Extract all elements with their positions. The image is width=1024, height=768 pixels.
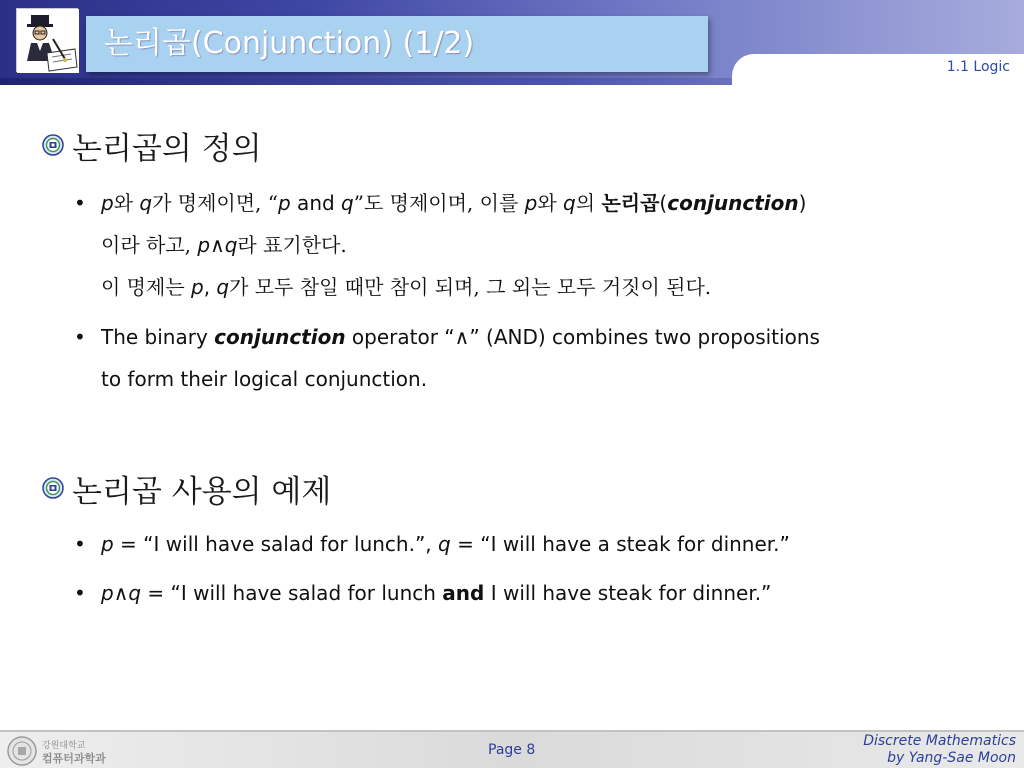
var-q: q	[224, 233, 238, 257]
text-span: ”도 명제이며, 이를	[353, 191, 525, 215]
term-conjunction-en: conjunction	[214, 325, 346, 349]
heading-text: 논리곱의 정의	[72, 130, 262, 167]
bullet-line	[101, 182, 806, 224]
bullet-dot: •	[74, 325, 86, 349]
university-emblem-icon	[42, 477, 64, 499]
var-p: p	[278, 191, 291, 215]
bullet-body	[101, 316, 820, 400]
logo-text-line2: 컴퓨터과학과	[42, 752, 106, 765]
text-span: I will have steak for dinner.”	[484, 581, 772, 605]
var-q: q	[128, 581, 142, 605]
text-span: 와	[113, 191, 140, 215]
text-span: ” (AND) combines two propositions	[469, 325, 820, 349]
var-q: q	[438, 532, 451, 556]
title-box	[86, 16, 708, 72]
text-span: 이라 하고,	[101, 233, 198, 257]
slide-footer	[0, 730, 1024, 768]
professor-writing-icon	[16, 8, 78, 72]
bullet-example-conjunction	[74, 572, 994, 614]
text-span: to form their logical conjunction.	[101, 367, 428, 391]
bullet-example-pq	[74, 523, 994, 565]
course-credit-title: Discrete Mathematics	[863, 733, 1016, 749]
text-span: 라 표기한다.	[237, 233, 347, 257]
bullet-definition-en	[74, 316, 994, 400]
bullet-definition-ko	[74, 182, 994, 308]
page-number: Page 8	[488, 742, 536, 758]
logo-text-line1: 강원대학교	[42, 741, 86, 751]
var-p: p	[101, 532, 114, 556]
course-credit-author: by Yang-Sae Moon	[887, 750, 1016, 766]
bullet-line	[101, 358, 820, 400]
var-q: q	[563, 191, 576, 215]
text-span: and	[290, 191, 342, 215]
text-span: 와	[537, 191, 564, 215]
university-seal-icon	[4, 734, 128, 768]
section-tab	[732, 54, 1024, 85]
text-span: )	[798, 191, 807, 215]
var-q: q	[341, 191, 354, 215]
var-q: q	[216, 275, 230, 299]
text-span: 가 명제이면, “	[152, 191, 278, 215]
bullet-line	[101, 316, 820, 358]
bullet-line	[101, 572, 771, 614]
var-p: p	[101, 581, 114, 605]
bullet-line	[101, 224, 806, 266]
text-span: = “I will have salad for lunch	[141, 581, 443, 605]
bullet-body	[101, 523, 790, 565]
text-span: operator “	[345, 325, 455, 349]
bullet-line	[101, 523, 790, 565]
bullet-dot: •	[74, 191, 86, 215]
and-symbol: ∧	[113, 581, 129, 605]
text-span: ,	[203, 275, 217, 299]
and-symbol: ∧	[454, 325, 470, 349]
var-p: p	[524, 191, 538, 215]
section-heading-example	[42, 468, 331, 508]
text-span: 가 모두 참일 때만 참이 되며, 그 외는 모두 거짓이 된다.	[229, 275, 712, 299]
term-conjunction-en: conjunction	[667, 191, 799, 215]
section-label: 1.1 Logic	[946, 59, 1010, 75]
slide-header	[0, 0, 1024, 85]
var-p: p	[191, 275, 204, 299]
var-p: p	[197, 233, 211, 257]
keyword-and: and	[442, 581, 485, 605]
bullet-dot: •	[74, 581, 86, 605]
bullet-line	[101, 266, 806, 308]
section-heading-definition	[42, 125, 262, 165]
heading-text: 논리곱 사용의 예제	[72, 473, 332, 510]
bullet-body	[101, 182, 806, 308]
text-span: 의	[575, 191, 602, 215]
text-span: The binary	[101, 325, 215, 349]
text-span: = “I will have salad for lunch.”,	[113, 532, 439, 556]
university-emblem-icon	[42, 134, 64, 156]
and-symbol: ∧	[210, 233, 225, 257]
text-span: = “I will have a steak for dinner.”	[450, 532, 790, 556]
term-conjunction-ko: 논리곱	[601, 191, 660, 215]
bullet-body	[101, 572, 771, 614]
text-span: (	[659, 191, 668, 215]
text-span: 이 명제는	[101, 275, 191, 299]
var-p: p	[101, 191, 114, 215]
page-title: 논리곱(Conjunction) (1/2)	[104, 26, 475, 61]
var-q: q	[139, 191, 153, 215]
bullet-dot: •	[74, 532, 86, 556]
